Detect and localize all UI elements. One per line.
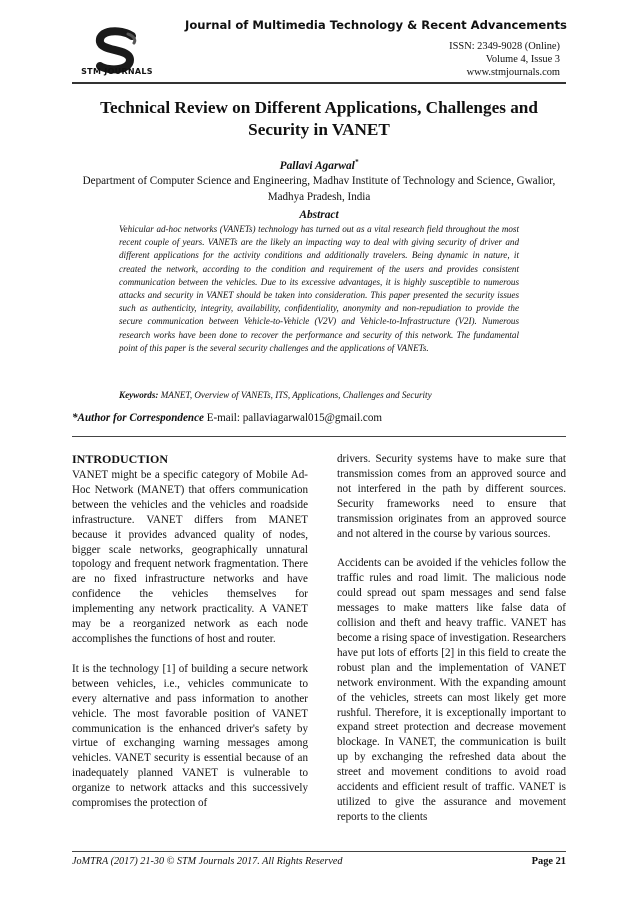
journal-website-link[interactable]: www.stmjournals.com	[466, 67, 560, 78]
author-affiliation: Department of Computer Science and Engineering, Madhav Institute of Technology and Science, Gwalior, Madhya Pradesh, India	[82, 175, 556, 203]
paper-title: Technical Review on Different Applications, Challenges and Security in VANET	[100, 98, 538, 139]
keywords-list: MANET, Overview of VANETs, ITS, Applications, Challenges and Security	[160, 390, 432, 400]
author-name-text: Pallavi Agarwal	[279, 159, 355, 172]
body-paragraph: VANET might be a specific category of Mobile Ad-Hoc Network (MANET) that offers communication between the vehicles and the vehicles and roadside infrastructure. VANET differs from MANET because it provides advanced quality of nodes, bigger scale networks, geographically unnatural topology and frequent network fragmentation. There are no fixed infrastructure networks and have confidence the vehicles themselves for implementing any network practicality. A VANET may be a reorganized network as each node accomplishes the functions of host and router.	[72, 469, 308, 645]
correspondence-email[interactable]: E-mail: pallaviagarwal015@gmail.com	[206, 412, 383, 424]
footer-divider	[72, 851, 566, 852]
section-divider	[72, 436, 566, 437]
correspondence	[72, 412, 382, 424]
body-paragraph: drivers. Security systems have to make sure that transmission comes from an approved source and not interfered in the path by different sources. Security frameworks need to ensure that transmission originates from an approved source and not altered in the course by various sources.	[337, 453, 566, 540]
author-mark: *	[354, 158, 359, 166]
author-name	[72, 158, 566, 172]
issn: ISSN: 2349-9028 (Online)	[449, 41, 560, 52]
keywords	[119, 390, 539, 400]
page-number: Page 21	[531, 856, 566, 867]
abstract-text: Vehicular ad-hoc networks (VANETs) technology has turned out as a vital research field throughout the most recent couple of years. VANETs are the likely an impacting way to deal with giving security of driver and different applications for the activity conditions and additionally travelers. Being dynamic in nature, it created the network, according to the condition and requirement of the users and provides consistent communication between the vehicles. Due to its excessive advantages, it is highly susceptible to numerous attacks and security in VANET should be taken into consideration. This paper presented the security issues such as authenticity, integrity, availability, confidentiality, anonymity and non-repudiation to provide the secure communication between Vehicle-to-Vehicle (V2V) and Vehicle-to-Infrastructure (V2I). Numerous research works have been done to recover the performance and security of this network. The fundamental point of this paper is the several security challenges and the applications of VANETs.	[119, 224, 519, 353]
journal-title: Journal of Multimedia Technology & Recent Advancements	[185, 18, 567, 32]
body-paragraph: Accidents can be avoided if the vehicles follow the traffic rules and road limit. The malicious node could spread out spam messages and send false messages to make matters like false data of collision and theft and heavy traffic. VANET has become a rising space of investigation. Researchers have put lots of efforts [2] in this field to create the robust plan and the implementation of VANET network environment. With the expanding amount of the vehicles, streets can most likely get more rushful. Therefore, it is exceptionally important to expand street protection and decrease movement blockage. In VANET, the communication is built up by exchanging the refreshed data about the street and movement conditions to avoid road accidents and efficient result of traffic. VANET is utilized to give the assurance and movement reports to the clients	[337, 557, 566, 823]
body-column-left	[72, 452, 308, 826]
footer-citation: JoMTRA (2017) 21-30 © STM Journals 2017. All Rights Reserved	[72, 856, 343, 867]
body-column-right	[337, 452, 566, 840]
introduction-heading: INTRODUCTION	[72, 452, 169, 466]
abstract-heading: Abstract	[299, 209, 339, 221]
header-divider	[72, 82, 566, 84]
correspondence-label: *Author for Correspondence	[72, 412, 204, 424]
keywords-label: Keywords:	[119, 390, 159, 400]
volume-issue: Volume 4, Issue 3	[485, 54, 560, 65]
body-paragraph: It is the technology [1] of building a secure network between vehicles, i.e., vehicles communicate to every alternative and pass information to another vehicle. The most favorable position of VANET communication is the enhanced driver's safety by virtue of exchanging warning messages among vehicles. VANET security is essential because of an inadequately planned VANET is vulnerable to organize to network attacks and this successively compromises the protection of	[72, 662, 308, 810]
logo-text: STM JOURNALS	[81, 67, 153, 76]
